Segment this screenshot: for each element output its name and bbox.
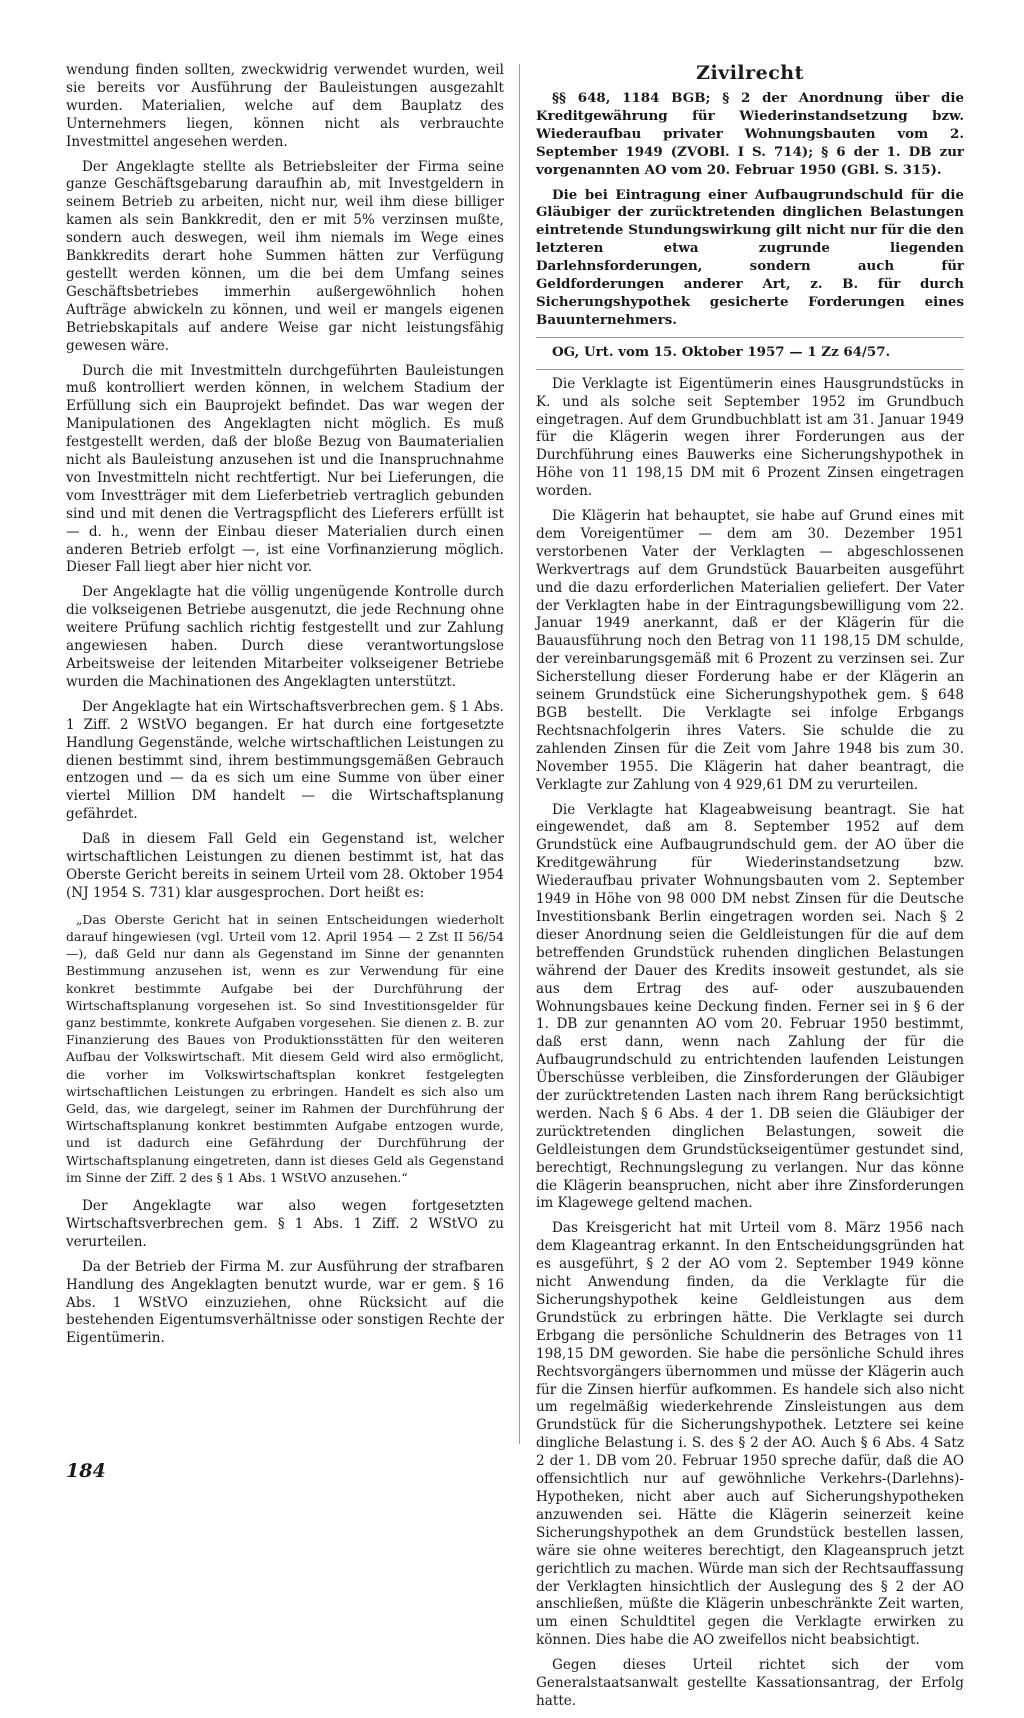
paragraph: Die Verklagte ist Eigentümerin eines Hausgrundstücks in K. und als solche seit September 1952 im Grundbuch eingetragen. Auf dem Grundbuchblatt ist am 31. Januar 1949 für die Klägerin wegen ihrer Forderungen aus der Durchführung eines Bauwerks eine Sicherungshypothek in Höhe von 11 198,15 DM mit 6 Prozent Zinsen eingetragen worden. xyxy=(536,375,964,500)
paragraph: Die Verklagte hat Klageabweisung beantragt. Sie hat eingewendet, daß am 8. September 1952 auf dem Grundstück eine Aufbaugrundschuld gem. der AO über die Kreditgewährung für Wiederinstandsetzung bzw. Wiederaufbau privater Wohnungsbauten vom 2. September 1949 in Höhe von 98 000 DM nebst Zinsen für die Deutsche Investitionsbank Berlin eingetragen worden sei. Nach § 2 dieser Anordnung seien die Geldleistungen für die auf dem betreffenden Grundstück ruhenden dinglichen Belastungen während der Dauer des Kredits insoweit gestundet, als sie aus dem Ertrag des auf- oder auszubauenden Wohnungsbaues keine Deckung finden. Ferner sei in § 6 der 1. DB zur genannten AO vom 20. Februar 1950 bestimmt, daß erst dann, wenn nach Zahlung der für die Aufbaugrundschuld zu entrichtenden laufenden Leistungen Überschüsse verbleiben, die Zinsforderungen der Gläubiger der zurücktretenden Lasten nach ihrem Rang berücksichtigt werden. Nach § 6 Abs. 4 der 1. DB seien die Gläubiger der zurücktretenden dinglichen Belastungen, soweit die Geldleistungen dem Grundstückseigentümer gestundet sind, berechtigt, Rechnungslegung zu verlangen. Nur das könne die Klägerin beanspruchen, nicht aber ihre Zinsforderungen im Klagewege geltend machen. xyxy=(536,801,964,1212)
paragraph: Da der Betrieb der Firma M. zur Ausführung der strafbaren Handlung des Angeklagten benutzt wurde, war er gem. § 16 Abs. 1 WStVO einzuziehen, ohne Rücksicht auf die bestehenden Eigentumsverhältnisse oder sonstigen Rechte der Eigentümerin. xyxy=(66,1258,504,1347)
left-column xyxy=(66,62,504,1355)
paragraph: Der Angeklagte stellte als Betriebsleiter der Firma seine ganze Geschäftsgebarung daraufhin ab, mit Investgeldern in seinem Betrieb zu arbeiten, nicht nur, weil ihm diese billiger kamen als sein Bankkredit, den er mit 5% verzinsen mußte, sondern auch deswegen, weil ihm niemals im Wege eines Bankkredits derart hohe Summen hätten zur Verfügung gestellt werden können, um die bei dem Umfang seines Geschäftsbetriebes immerhin außergewöhnlich hohen Aufträge abwickeln zu können, und weil er mangels eigenen Betriebskapitals auf andere Weise gar nicht leistungsfähig gewesen wäre. xyxy=(66,158,504,354)
paragraph: Daß in diesem Fall Geld ein Gegenstand ist, welcher wirtschaftlichen Leistungen zu dienen bestimmt ist, hat das Oberste Gericht bereits in seinem Urteil vom 28. Oktober 1954 (NJ 1954 S. 731) klar ausgesprochen. Dort heißt es: xyxy=(66,831,504,901)
page-number: 184 xyxy=(66,1460,106,1482)
block-quote: „Das Oberste Gericht hat in seinen Entscheidungen wiederholt darauf hingewiesen (vgl. Urteil vom 12. April 1954 — 2 Zst II 56/54 —), daß Geld nur dann als Gegenstand im Sinne der genannten Bestimmung anzusehen ist, wenn es zur Verwendung für eine konkret bestimmte Aufgabe bei der Durchführung der Wirtschaftsplanung vorgesehen ist. So sind Investitionsgelder für ganz bestimmte, konkrete Aufgaben vorgesehen. Sie dienen z. B. zur Finanzierung des Baues von Produktionsstätten für den weiteren Aufbau der Volkswirtschaft. Mit diesem Geld wird also ermöglicht, die vorher im Volkswirtschaftsplan konkret festgelegten wirtschaftlichen Leistungen zu erbringen. Handelt es sich also um Geld, das, wie dargelegt, seiner im Rahmen der Durchführung der Wirtschaftsplanung konkret bestimmten Aufgabe entzogen wurde, und ist dadurch eine Gefährdung der Durchführung der Wirtschaftsplanung eingetreten, dann ist dieses Geld als Gegenstand im Sinne der Ziff. 2 des § 1 Abs. 1 WStVO anzusehen.“ xyxy=(66,911,504,1185)
paragraph: Die Klägerin hat behauptet, sie habe auf Grund eines mit dem Voreigentümer — dem am 30. Dezember 1951 verstorbenen Vater der Verklagten — abgeschlossenen Werkvertrags auf dem Grundstück Bauarbeiten ausgeführt und die dazu erforderlichen Materialien geliefert. Der Vater der Verklagten habe in der Eintragungsbewilligung vom 22. Januar 1949 anerkannt, daß er der Klägerin für die Bauausführung noch den Betrag von 11 198,15 DM schulde, der vereinbarungsgemäß mit 6 Prozent zu verzinsen sei. Zur Sicherstellung dieser Forderung habe er der Klägerin an seinem Grundstück eine Sicherungshypothek gem. § 648 BGB bestellt. Die Verklagte sei infolge Erbgangs Rechtsnachfolgerin ihres Vaters. Sie schulde die zu zahlenden Zinsen für die Zeit vom Jahre 1948 bis zum 30. November 1955. Die Klägerin hat daher beantragt, die Verklagte zur Zahlung von 4 929,61 DM zu verurteilen. xyxy=(536,508,964,793)
headnote-divider xyxy=(536,337,964,338)
paragraph: Der Angeklagte hat ein Wirtschaftsverbrechen gem. § 1 Abs. 1 Ziff. 2 WStVO begangen. Er hat durch eine fortgesetzte Handlung Gegenstände, welche wirtschaftlichen Leistungen zu dienen bestimmt sind, ihrem bestimmungsgemäßen Gebrauch entzogen und — da es sich um eine Summe von über einer viertel Million DM handelt — die Wirtschaftsplanung gefährdet. xyxy=(66,698,504,823)
headnote-principle: Die bei Eintragung einer Aufbaugrundschuld für die Gläubiger der zurücktretenden dinglichen Belastungen eintretende Stundungswirkung gilt nicht nur für die den letzteren etwa zugrunde liegenden Darlehnsforderungen, sondern auch für Geldforderungen anderer Art, z. B. für durch Sicherungshypothek gesicherte Forderungen eines Bauunternehmers. xyxy=(536,186,964,328)
paragraph: Das Kreisgericht hat mit Urteil vom 8. März 1956 nach dem Klageantrag erkannt. In den Entscheidungsgründen hat es ausgeführt, § 2 der AO vom 2. September 1949 könne nicht Anwendung finden, da die Verklagte für die Sicherungshypothek keine Geldleistungen aus dem Grundstück zu erbringen hätte. Die Verklagte sei durch Erbgang die persönliche Schuldnerin des Betrages von 11 198,15 DM geworden. Sie habe die persönliche Schuld ihres Rechtsvorgängers übernommen und müsse der Klägerin auch für die Zinsen hierfür aufkommen. Es handele sich also nicht um regelmäßig wiederkehrende Zinsleistungen aus dem Grundstück für die Sicherungshypothek. Letztere sei keine dingliche Belastung i. S. des § 2 der AO. Auch § 6 Abs. 4 Satz 2 der 1. DB vom 20. Februar 1950 spreche dafür, daß die AO offensichtlich nur auf gewöhnliche Verkehrs-(Darlehns)-Hypotheken, nicht aber auch auf Sicherungshypotheken anzuwenden sei. Hätte die Klägerin seinerzeit keine Sicherungshypothek an dem Grundstück bestellen lassen, wäre sie ohne weiteres berechtigt, den Klageanspruch jetzt gerichtlich zu machen. Würde man sich der Rechtsauffassung der Verklagten hinsichtlich der Auslegung des § 2 der AO anschließen, müßte die Klägerin unbeschränkte Zeit warten, um einen Schuldtitel gegen die Verklagte erwirken zu können. Dies habe die AO zweifellos nicht beabsichtigt. xyxy=(536,1220,964,1649)
headnote-statutes: §§ 648, 1184 BGB; § 2 der Anordnung über die Kreditgewährung für Wiederinstandsetzung bzw. Wiederaufbau privater Wohnungsbauten vom 2. September 1949 (ZVOBl. I S. 714); § 6 der 1. DB zur vorgenannten AO vom 20. Februar 1950 (GBl. S. 315). xyxy=(536,90,964,178)
paragraph: Durch die mit Investmitteln durchgeführten Bauleistungen muß kontrolliert werden können, in welchem Stadium der Erfüllung sich ein Bauprojekt befindet. Das war wegen der Manipulationen des Angeklagten nicht möglich. Es muß festgestellt werden, daß der bloße Bezug von Baumaterialien nicht als Bauleistung anzusehen ist und die Inanspruchnahme von Investmitteln nicht rechtfertigt. Nur bei Lieferungen, die vom Investträger mit dem Lieferbetrieb vertraglich gebunden sind und mit denen die Vertragspflicht des Lieferers erfüllt ist — d. h., wenn der Einbau dieser Materialien durch einen anderen Betrieb erfolgt —, ist eine Vorfinanzierung möglich. Dieser Fall liegt aber hier nicht vor. xyxy=(66,362,504,576)
right-column xyxy=(536,62,964,1718)
case-citation: OG, Urt. vom 15. Oktober 1957 — 1 Zz 64/57. xyxy=(552,343,891,360)
section-title: Zivilrecht xyxy=(696,62,804,84)
paragraph: wendung finden sollten, zweckwidrig verwendet wurden, weil sie bereits vor Ausführung der Bauleistungen ausgezahlt wurden. Materialien, welche auf dem Bauplatz des Unternehmers liegen, können nicht als verbrauchte Investmittel angesehen werden. xyxy=(66,62,504,150)
paragraph: Der Angeklagte hat die völlig ungenügende Kontrolle durch die volkseigenen Betriebe ausgenutzt, die jede Rechnung ohne weitere Prüfung sachlich richtig festgestellt und zur Zahlung angewiesen haben. Durch diese verantwortungslose Arbeitsweise der leitenden Mitarbeiter volkseigener Betriebe wurden die Machinationen des Angeklagten unterstützt. xyxy=(66,584,504,690)
column-divider xyxy=(519,64,520,1444)
paragraph: Gegen dieses Urteil richtet sich der vom Generalstaatsanwalt gestellte Kassationsantrag, der Erfolg hatte. xyxy=(536,1657,964,1709)
paragraph: Der Angeklagte war also wegen fortgesetzten Wirtschaftsverbrechen gem. § 1 Abs. 1 Ziff. 2 WStVO zu verurteilen. xyxy=(66,1198,504,1250)
citation-divider xyxy=(536,369,964,370)
